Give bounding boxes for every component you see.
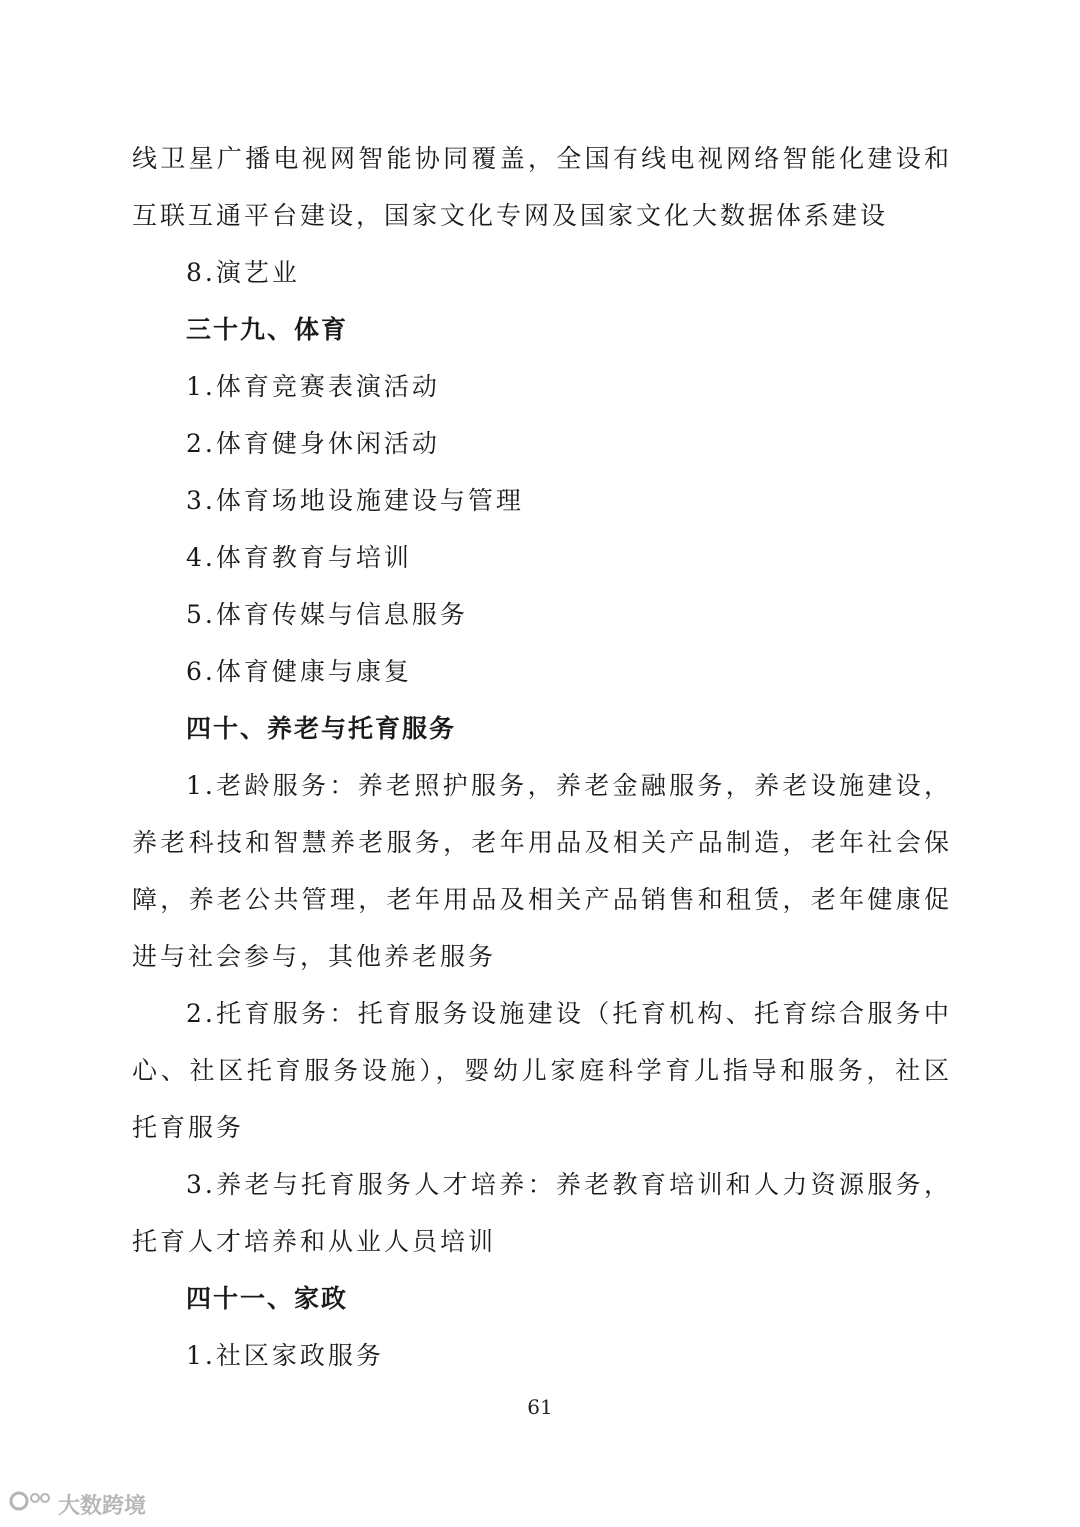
body-paragraph: 3.体育场地设施建设与管理 [186,486,524,515]
brand-logo-icon [8,1488,54,1520]
body-paragraph: 1.体育竞赛表演活动 [186,372,440,401]
section-heading: 三十九、体育 [186,315,349,344]
page-number: 61 [527,1395,553,1419]
section-heading: 四十一、家政 [186,1284,349,1313]
body-paragraph: 2.托育服务：托育服务设施建设（托育机构、托育综合服务中心、社区托育服务设施），婴幼儿家庭科学育儿指导和服务，社区托育服务 [132,999,952,1142]
body-paragraph: 1.社区家政服务 [186,1341,384,1370]
body-paragraph: 5.体育传媒与信息服务 [186,600,468,629]
section-heading: 四十、养老与托育服务 [186,714,457,743]
body-paragraph: 线卫星广播电视网智能协同覆盖，全国有线电视网络智能化建设和互联互通平台建设，国家文化专网及国家文化大数据体系建设 [132,144,952,230]
body-paragraph: 1.老龄服务：养老照护服务，养老金融服务，养老设施建设，养老科技和智慧养老服务，老年用品及相关产品制造，老年社会保障，养老公共管理，老年用品及相关产品销售和租赁，老年健康促进与社会参与，其他养老服务 [132,771,952,971]
document-body [132,130,952,1384]
watermark-text: 大数跨境 [58,1493,147,1519]
body-paragraph: 8.演艺业 [186,258,300,287]
watermark [8,1488,146,1520]
body-paragraph: 6.体育健康与康复 [186,657,412,686]
body-paragraph: 4.体育教育与培训 [186,543,412,572]
body-paragraph: 2.体育健身休闲活动 [186,429,440,458]
body-paragraph: 3.养老与托育服务人才培养：养老教育培训和人力资源服务，托育人才培养和从业人员培训 [132,1170,952,1256]
